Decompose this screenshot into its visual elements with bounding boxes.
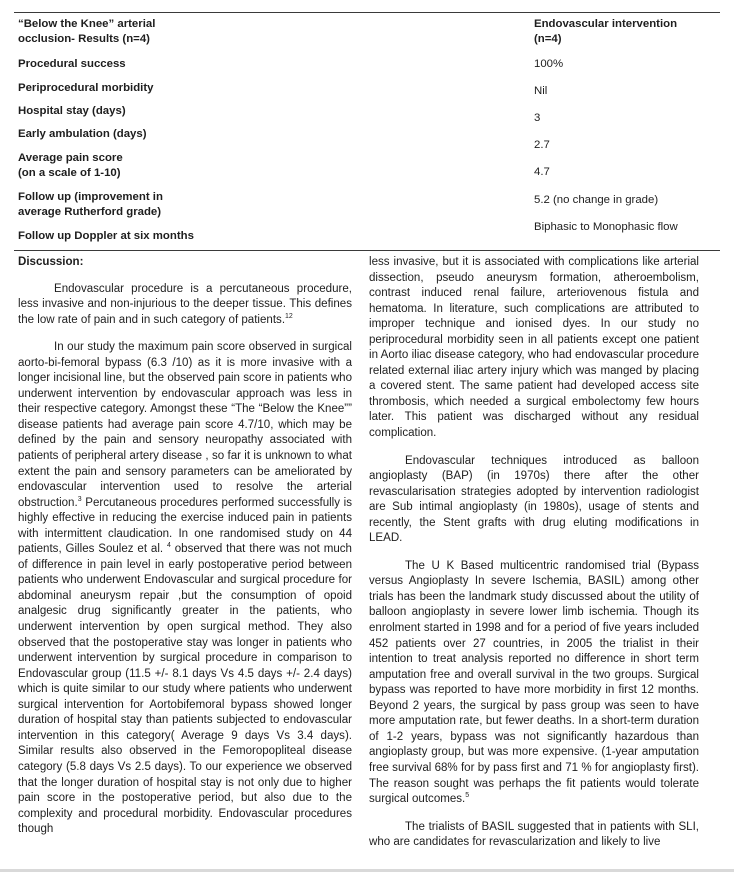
table-row-value: Nil [534,85,548,97]
table-row-value: 3 [534,112,541,124]
paragraph: Endovascular techniques introduced as balloon angioplasty (BAP) (in 1970s) there after the other revascularisation strategies adopted by intervention radiologist are Sub intimal angioplasty (in 1980s), usage of stents and recently, the Stent grafts with drug eluting modifications in LEAD. [369,454,699,545]
table-row-value: 4.7 [534,166,550,178]
paragraph-text: observed that there was not much of difference in pain level in early postoperative period between patients who underwent Endovascular and surgical procedure for abdominal aneurysm repair ,but the consumption of opoid analgesic drug significantly greater in the patients, who underwent intervention by open surgical method. They also observed that the postoperative stay was longer in patients who underwent intervention by surgical procedure in comparison to Endovascular group (11.5 +/- 8.1 days Vs 4.5 days +/- 2.4 days) which is quite similar to our study where patients who underwent surgical intervention for Aortobifemoral bypass showed longer duration of hospital stay than patients subjected to endovascular intervention in this category( Average 9 days Vs 3.4 days). Similar results also observed in the Femoropopliteal disease category (5.8 days Vs 2.5 days). To our experience we observed that the longer duration of hospital stay is not only due to higher pain score in the postoperative period, but also due to the complexity and procedural morbidity. Endovascular procedures though [18,543,352,836]
paragraph [369,559,699,808]
paragraph: The trialists of BASIL suggested that in patients with SLI, who are candidates for revascularization and likely to live [369,820,699,849]
paragraph: less invasive, but it is associated with complications like arterial dissection, pseudo aneurysm formation, atheroembolism, contrast induced renal failure, arteriovenous fistula and hematoma. In literature, such complications are attributed to improper technique and ionised dyes. In our study no periprocedural morbidity seen in all patients except one patient in Aorto iliac disease category, who had endovascular procedure related external iliac artery injury which was manged by placing a covered stent. The same patient had developed access site thrombosis, which needed a surgical embolectomy few hours later. This patient was discharged without any residual complication. [369,256,699,440]
table-header-left: “Below the Knee” arterial occlusion- Results (n=4) [18,18,156,45]
left-text-column [18,255,352,838]
results-table [14,12,720,251]
right-text-column [369,255,699,851]
citation-ref: 12 [285,312,293,320]
citation-ref: 4 [166,542,171,550]
citation-ref: 5 [465,792,470,800]
paragraph-text: In our study the maximum pain score observed in surgical aorto-bi-femoral bypass (6.3 /10) as it is more invasive with a longer incisional line, but the observed pain score in patients who underwent intervention by endovascular approach was less in their respective category. Amongst these “The “Below the Knee”” disease patients had average pain score 4.7/10, which may be defined by the pain and sensory neuropathy associated with patients of peripheral artery disease , so far it is unknown to what extent the pain and sensory parameters can be ameliorated by endovascular intervention used to resolve the arterial obstruction. [18,341,352,509]
table-header-right: Endovascular intervention (n=4) [534,18,678,45]
table-row-label: Follow up Doppler at six months [18,230,194,242]
table-row-label: Average pain score (on a scale of 1-10) [18,152,123,179]
table-row-value: 100% [534,58,564,70]
table-row-label: Follow up (improvement in average Rutherford grade) [18,191,163,218]
table-row-value: 5.2 (no change in grade) [534,194,659,206]
discussion-heading: Discussion: [18,256,84,268]
paragraph [18,282,352,329]
paragraph-text: Endovascular procedure is a percutaneous procedure, less invasive and non-injurious to the deeper tissue. This defines the low rate of pain and in such category of patients. [18,282,352,326]
citation-ref: 3 [77,495,82,503]
table-row-value: 2.7 [534,139,550,151]
paragraph [18,340,352,838]
paragraph-text: The U K Based multicentric randomised trial (Bypass versus Angioplasty In severe Ischemia, BASIL) among other trials has been the landmark study discussed about the utility of balloon angioplasty in severe lower limb ischemia. Though its enrolment started in 1998 and for a period of five years included 452 patients over 27 countries, in 2005 the trialist in their intention to treat analysis reported no difference in short term amputation free and overall survival in the two groups. Surgical bypass was reported to have more morbidity in first 12 months. Beyond 2 years, the surgical by pass group was seen to have more amputation rate, but fewer deaths. In a short-term duration of 1-2 years, bypass was not significantly hazardous than angioplasty group, but was more expensive. (1-year amputation free survival 68% for by pass first and 71 % for angioplasty first). The reason sought was perhaps the fit patients would tolerate surgical outcomes. [369,559,699,806]
table-row-label: Procedural success [18,58,126,70]
table-row-label: Early ambulation (days) [18,128,147,140]
paragraph-text: Percutaneous procedures performed successfully is highly effective in reducing the exercise induced pain in patients with intermittent claudication. In one randomised study on 44 patients, Gilles Soulez et al. [18,496,352,556]
table-row-label: Periprocedural morbidity [18,82,154,94]
table-row-value: Biphasic to Monophasic flow [534,221,678,233]
table-row-label: Hospital stay (days) [18,105,126,117]
